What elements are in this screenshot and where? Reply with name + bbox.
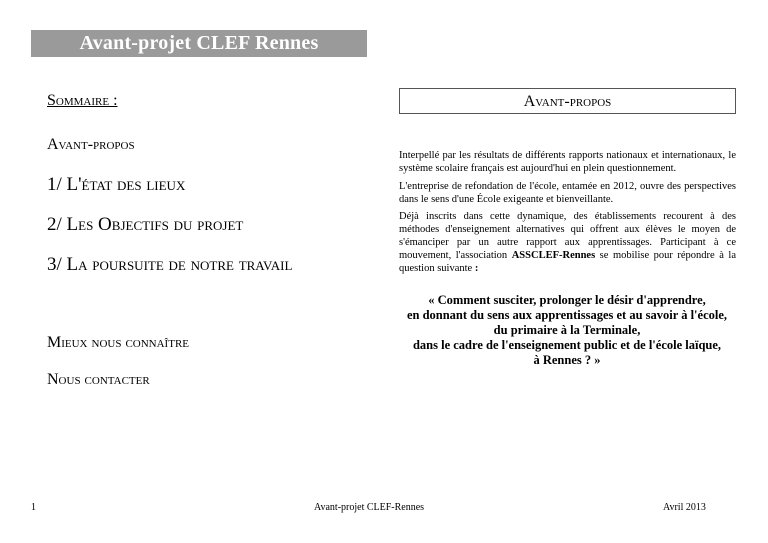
toc-item-objectifs[interactable]: 2/ Les Objectifs du projet [47,214,244,235]
foreword-paragraph-1: Interpellé par les résultats de différents rapports nationaux et internationaux, le système scolaire français est aujourd'hui en plein questionnement. [399,150,736,174]
header-banner: Avant-projet CLEF Rennes [31,30,367,57]
toc-title: Sommaire : [47,92,118,109]
footer-center-text: Avant-projet CLEF-Rennes [314,502,425,513]
question-line: du primaire à la Terminale, [493,323,641,337]
footer-page-number: 1 [31,502,36,513]
paragraph-3-text: Déjà inscrits dans cette dynamique, des établissements recourent à des méthodes d'enseignement alternatives qui offrent aux élèves le moyen de s'émanciper par un autre rapport aux apprentissages. Participant à ce mouvement, l'association [399,211,736,261]
foreword-paragraph-3 [399,210,736,275]
paragraph-3-text-end: se mobilise pour répondre à la question suivante [399,250,736,274]
toc-item-foreword[interactable]: Avant-propos [47,136,135,153]
question-line: à Rennes ? » [533,353,601,367]
paragraph-3-colon: : [474,263,479,274]
key-question [392,293,742,368]
question-line: dans le cadre de l'enseignement public et de l'école laïque, [412,338,722,352]
foreword-paragraph-2: L'entreprise de refondation de l'école, entamée en 2012, ouvre des perspectives dans le sens d'une École exigeante et bienveillante. [399,181,736,205]
association-name: ASSCLEF-Rennes [511,250,596,261]
toc-item-nous-contacter[interactable]: Nous contacter [47,371,150,388]
question-line: « Comment susciter, prolonger le désir d'apprendre, [428,293,706,307]
question-line: en donnant du sens aux apprentissages et au savoir à l'école, [406,308,728,322]
footer-date: Avril 2013 [663,502,706,513]
toc-item-mieux-nous-connaitre[interactable]: Mieux nous connaître [47,334,189,351]
toc-item-etat-des-lieux[interactable]: 1/ L'état des lieux [47,174,186,195]
foreword-title-box: Avant-propos [399,88,736,114]
toc-item-poursuite[interactable]: 3/ La poursuite de notre travail [47,254,293,275]
